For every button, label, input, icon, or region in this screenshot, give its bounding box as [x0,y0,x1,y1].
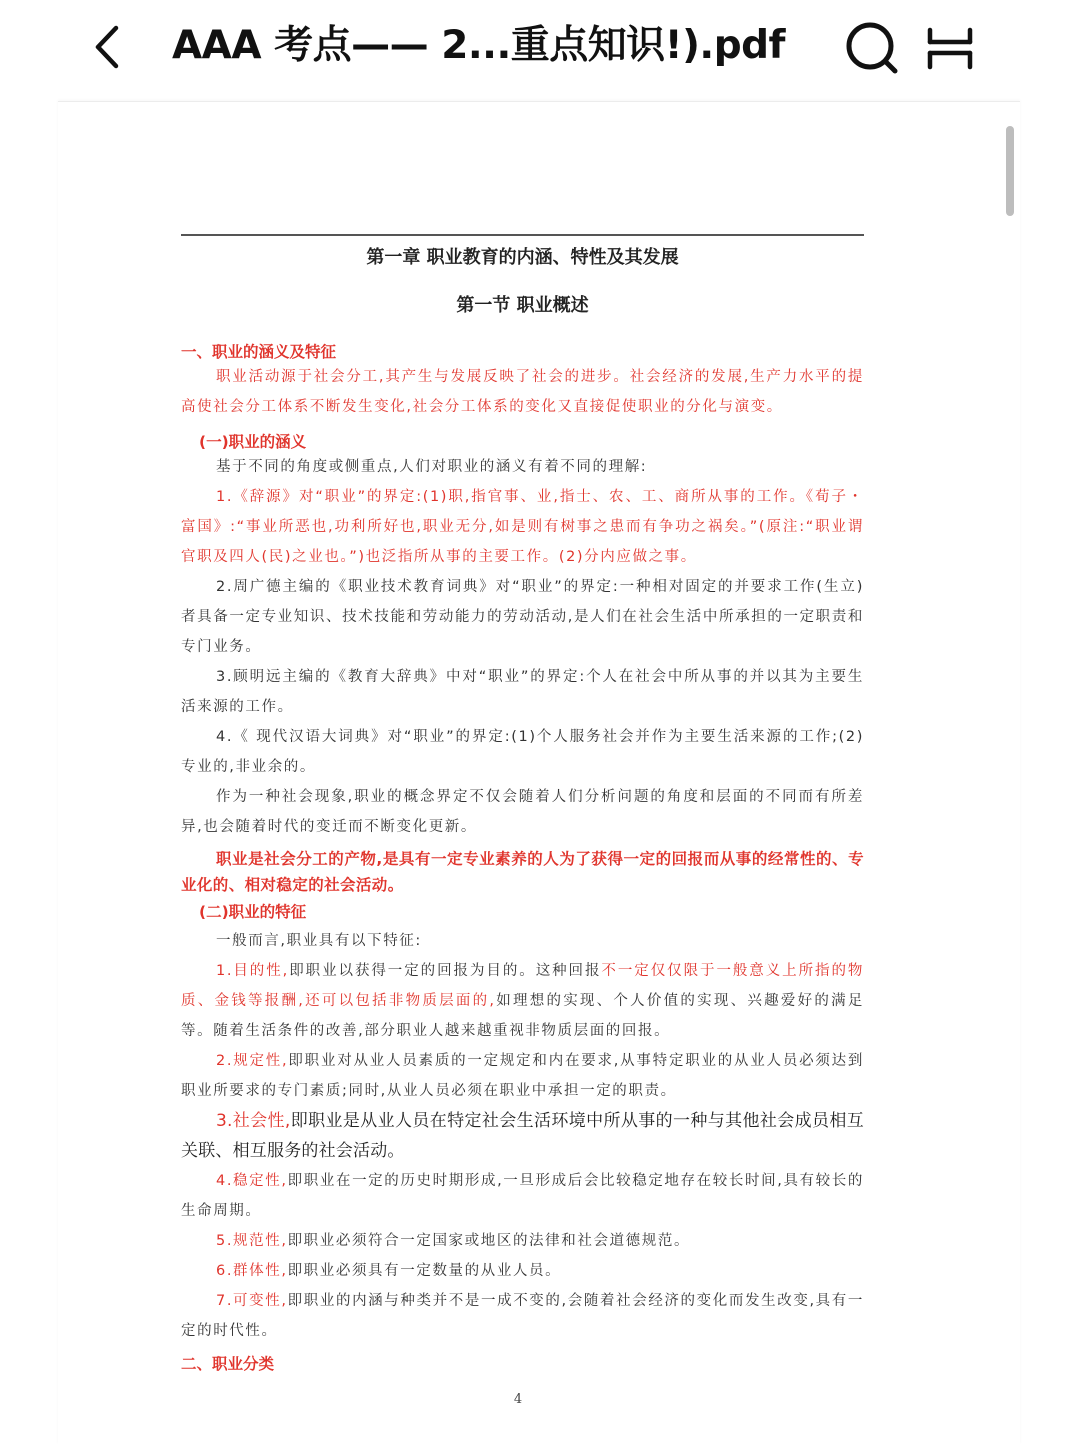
section-title: 第一节 职业概述 [456,295,589,316]
search-icon [842,18,902,78]
top-bar [0,0,1080,100]
feature-head: 规范性, [233,1233,288,1249]
heading-classification: 二、职业分类 [181,1355,275,1373]
subheading-meaning: (一)职业的涵义 [199,433,307,451]
feature-social [181,1106,864,1166]
feature-text: 即职业的内涵与种类并不是一成不变的,会随着社会经济的变化而发生改变,具有一定的时代性。 [181,1293,864,1339]
feature-text: 如理想的实现、个人价值的实现、兴趣爱好的满足等。随着生活条件的改善,部分职业人越来越重视非物质层面的回报。 [181,993,865,1039]
page-number: 4 [513,1392,523,1407]
feature-number: 5. [216,1233,234,1249]
feature-head: 稳定性, [233,1173,288,1189]
feature-text: 即职业必须具有一定数量的从业人员。 [287,1263,562,1279]
key-definition: 职业是社会分工的产物,是具有一定专业素养的人为了获得一定的回报而从事的经常性的、专业化的、相对稳定的社会活动。 [181,850,864,894]
feature-head: 社会性, [232,1111,291,1131]
feature-head: 目的性, [233,963,289,979]
heading-definition-features: 一、职业的涵义及特征 [181,343,337,361]
feature-text: 即职业以获得一定的回报为目的。这种回报 [288,963,602,979]
feature-number: 4. [216,1173,234,1189]
feature-text: 即职业必须符合一定国家或地区的法律和社会道德规范。 [287,1233,691,1249]
search-button[interactable] [842,18,902,78]
paragraph-change: 作为一种社会现象,职业的概念界定不仅会随着人们分析问题的角度和层面的不同而有所差异,也会随着时代的变迁而不断变化更新。 [181,789,864,835]
feature-text: 即职业在一定的历史时期形成,一旦形成后会比较稳定地存在较长时间,具有较长的生命周期。 [181,1173,864,1219]
feature-highlight: 不一定仅仅限于一般意义上所指的物质、金钱等报酬,还可以包括非物质层面的, [181,963,864,1009]
feature-number: 1. [216,963,234,979]
paragraph-general: 一般而言,职业具有以下特征: [216,933,422,949]
definition-zhou: 2.周广德主编的《职业技术教育词典》对“职业”的界定:一种相对固定的并要求工作(生立)者具备一定专业知识、技术技能和劳动能力的劳动活动,是人们在社会生活中所承担的一定职责和专门业务。 [181,579,864,655]
definition-hanyu: 4.《 现代汉语大词典》对“职业”的界定:(1)个人服务社会并作为主要生活来源的工作;(2)专业的,非业余的。 [181,729,864,775]
feature-text: 即职业对从业人员素质的一定规定和内在要求,从事特定职业的从业人员必须达到职业所要求的专门素质;同时,从业人员必须在职业中承担一定的职责。 [181,1053,864,1099]
feature-head: 规定性, [233,1053,289,1069]
subheading-features: (二)职业的特征 [199,903,307,921]
feature-head: 群体性, [233,1263,288,1279]
chevron-left-icon [88,22,128,72]
header-rule [181,234,864,236]
feature-number: 6. [216,1263,234,1279]
paragraph-intro: 职业活动源于社会分工,其产生与发展反映了社会的进步。社会经济的发展,生产力水平的提高使社会分工体系不断发生变化,社会分工体系的变化又直接促使职业的分化与演变。 [181,369,864,415]
menu-button[interactable] [922,22,978,74]
feature-regulation [181,1046,864,1106]
feature-number: 2. [216,1053,234,1069]
feature-stability [181,1166,864,1226]
back-button[interactable] [88,22,128,72]
definition-gu: 3.顾明远主编的《教育大辞典》中对“职业”的界定:个人在社会中所从事的并以其为主要生活来源的工作。 [181,669,864,715]
chapter-title: 第一章 职业教育的内涵、特性及其发展 [366,247,679,268]
feature-text: 即职业是从业人员在特定社会生活环境中所从事的一种与其他社会成员相互关联、相互服务的社会活动。 [181,1111,864,1161]
feature-purpose [181,956,864,1046]
scrollbar-thumb[interactable] [1006,126,1014,216]
feature-number: 7. [216,1293,234,1309]
definition-ciyuan: 1.《辞源》对“职业”的界定:(1)职,指官事、业,指士、农、工、商所从事的工作。《荀子・富国》:“事业所恶也,功利所好也,职业无分,如是则有树事之患而有争功之祸矣。”(原注:“职业谓官职及四人(民)之业也。”)也泛指所从事的主要工作。(2)分内应做之事。 [181,489,864,565]
feature-head: 可变性, [233,1293,288,1309]
feature-group [181,1256,864,1286]
feature-norms [181,1226,864,1256]
document-title: AAA 考点—— 2...重点知识!).pdf [172,23,786,68]
feature-number: 3. [216,1111,233,1131]
menu-icon [922,22,978,74]
feature-variability [181,1286,864,1346]
paragraph-basis: 基于不同的角度或侧重点,人们对职业的涵义有着不同的理解: [216,459,648,475]
